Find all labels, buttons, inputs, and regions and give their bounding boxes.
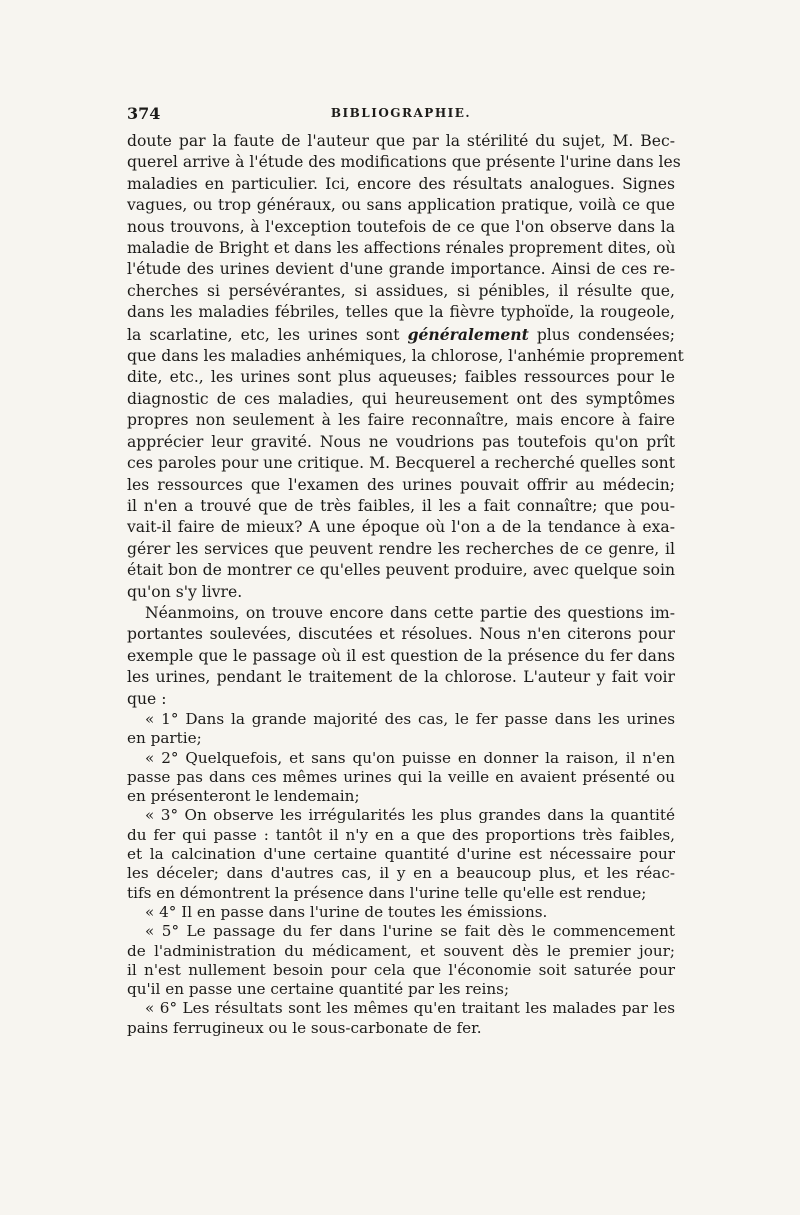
text-line: vait-il faire de mieux? A une époque où l'on a de la tendance à exa-	[127, 518, 675, 537]
text-line: gérer les services que peuvent rendre les recherches de ce genre, il	[127, 539, 675, 558]
list-item-line: « 4° Il en passe dans l'urine de toutes les émissions.	[145, 902, 548, 921]
list-item-line: « 3° On observe les irrégularités les plus grandes dans la quantité	[145, 806, 675, 825]
text-line: l'étude des urines devient d'une grande importance. Ainsi de ces re-	[127, 260, 675, 279]
list-item-line: « 2° Quelquefois, et sans qu'on puisse en donner la raison, il n'en	[145, 748, 675, 767]
page-body	[127, 131, 684, 1038]
text-line: querel arrive à l'étude des modifications que présente l'urine dans les	[127, 153, 681, 172]
text-line: dans les maladies fébriles, telles que la fièvre typhoïde, la rougeole,	[127, 303, 675, 322]
paragraph-2	[127, 603, 675, 710]
text-line: vagues, ou trop généraux, ou sans application pratique, voilà ce que	[127, 196, 675, 215]
list-item-line: tifs en démontrent la présence dans l'urine telle qu'elle est rendue;	[127, 883, 647, 902]
list-item-line: pains ferrugineux ou le sous-carbonate de fer.	[127, 1018, 482, 1037]
text-line: apprécier leur gravité. Nous ne voudrions pas toutefois qu'on prît	[127, 432, 675, 451]
text-line: les ressources que l'examen des urines pouvait offrir au médecin;	[127, 475, 675, 494]
text-line: ces paroles pour une critique. M. Becquerel a recherché quelles sont	[127, 454, 675, 473]
text-line: doute par la faute de l'auteur que par la stérilité du sujet, M. Bec-	[127, 132, 675, 150]
quoted-list	[127, 710, 675, 1038]
emphasis: généralement	[407, 324, 529, 344]
text-line: était bon de montrer ce qu'elles peuvent produire, avec quelque soin	[127, 561, 675, 580]
list-item-line: les déceler; dans d'autres cas, il y en a beaucoup plus, et les réac-	[127, 864, 675, 883]
text-line: propres non seulement à les faire reconnaître, mais encore à faire	[127, 411, 675, 430]
text-line: que :	[127, 689, 167, 708]
text-line: que dans les maladies anhémiques, la chlorose, l'anhémie proprement	[127, 347, 684, 366]
text-line: diagnostic de ces maladies, qui heureusement ont des symptômes	[127, 389, 675, 408]
list-item-line: « 5° Le passage du fer dans l'urine se fait dès le commencement	[145, 922, 675, 941]
text-line: cherches si persévérantes, si assidues, si pénibles, il résulte que,	[127, 281, 675, 300]
list-item-line: du fer qui passe : tantôt il n'y en a que des proportions très faibles,	[127, 825, 675, 844]
text-line: dite, etc., les urines sont plus aqueuses; faibles ressources pour le	[127, 368, 675, 387]
text-line: il n'en a trouvé que de très faibles, il les a fait connaître; que pou-	[127, 496, 675, 515]
list-item-line: il n'est nullement besoin pour cela que l'économie soit saturée pour	[127, 960, 675, 979]
list-item-line: « 6° Les résultats sont les mêmes qu'en traitant les malades par les	[145, 999, 675, 1018]
text-line: exemple que le passage où il est question de la présence du fer dans	[127, 646, 675, 665]
list-item-line: et la calcination d'une certaine quantité d'urine est nécessaire pour	[127, 845, 675, 864]
list-item-line: passe pas dans ces mêmes urines qui la veille en avaient présenté ou	[127, 767, 675, 786]
text-line: portantes soulevées, discutées et résolues. Nous n'en citerons pour	[127, 625, 675, 644]
text-line: nous trouvons, à l'exception toutefois de ce que l'on observe dans la	[127, 217, 675, 236]
text-fragment: plus condensées;	[528, 325, 676, 344]
text-line: les urines, pendant le traitement de la chlorose. L'auteur y fait voir	[127, 668, 675, 687]
text-line: qu'on s'y livre.	[127, 582, 243, 601]
text-fragment: la scarlatine, etc, les urines sont	[127, 325, 408, 344]
text-line: maladie de Bright et dans les affections rénales proprement dites, où	[127, 239, 676, 258]
running-title: BIBLIOGRAPHIE.	[330, 106, 472, 120]
text-line: Néanmoins, on trouve encore dans cette partie des questions im-	[145, 603, 675, 622]
page-number: 374	[127, 104, 161, 123]
list-item-line: en présenteront le lendemain;	[127, 787, 360, 806]
list-item-line: en partie;	[127, 729, 202, 748]
list-item-line: de l'administration du médicament, et souvent dès le premier jour;	[127, 941, 675, 960]
page-header	[127, 104, 675, 126]
list-item-line: qu'il en passe une certaine quantité par les reins;	[127, 980, 510, 999]
list-item-line: « 1° Dans la grande majorité des cas, le fer passe dans les urines	[145, 709, 675, 728]
text-line: maladies en particulier. Ici, encore des résultats analogues. Signes	[127, 174, 675, 193]
paragraph-1	[127, 131, 684, 603]
text-line-mixed	[127, 324, 675, 346]
